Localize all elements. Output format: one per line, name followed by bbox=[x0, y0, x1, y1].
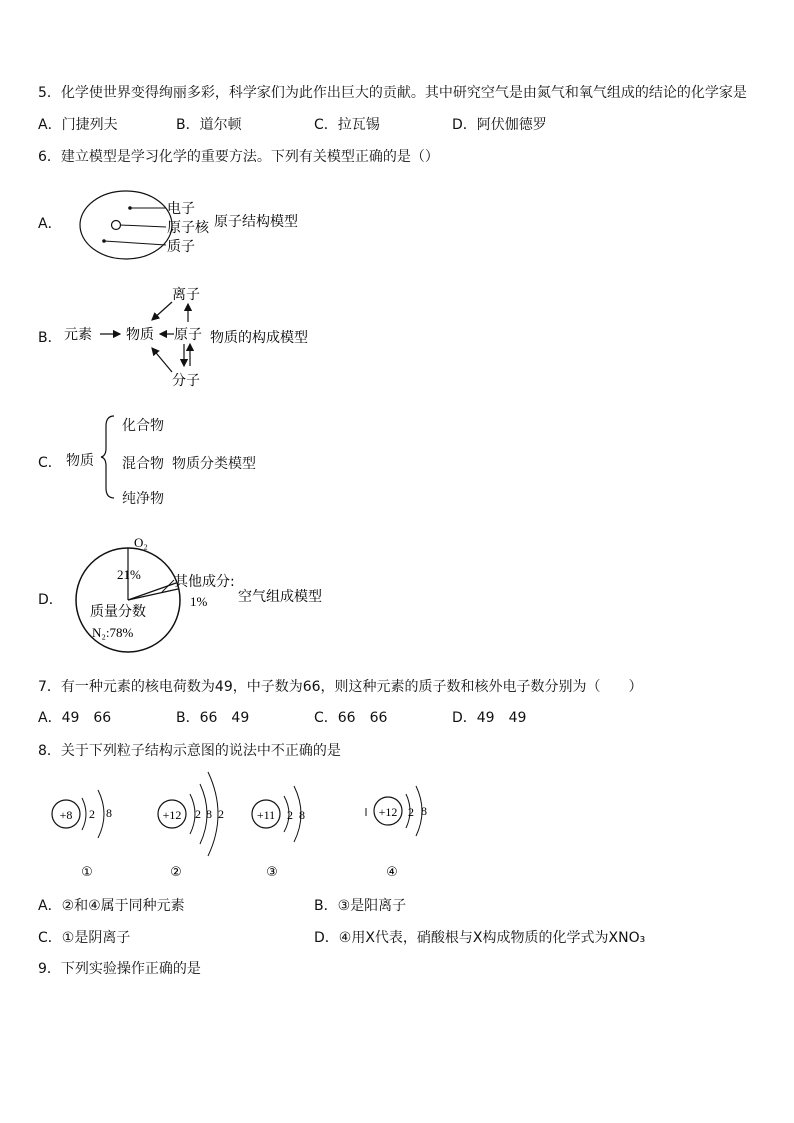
particle-4-nucleus: +12 bbox=[378, 805, 398, 819]
o2-label: O₂ bbox=[134, 535, 148, 550]
q5-option-b: B．道尔顿 bbox=[176, 117, 242, 133]
q5-option-d: D．阿伏伽德罗 bbox=[452, 117, 547, 133]
classification-root: 物质 bbox=[66, 453, 94, 469]
q7-stem: 7．有一种元素的核电荷数为49，中子数为66，则这种元素的质子数和核外电子数分别为（ ） bbox=[38, 679, 643, 695]
air-composition-pie bbox=[62, 534, 332, 654]
q6-a-letter: A． bbox=[38, 216, 62, 232]
q8-option-b: B．③是阳离子 bbox=[314, 898, 407, 914]
q8-option-a: A．②和④属于同种元素 bbox=[38, 898, 185, 914]
proton-label: 质子 bbox=[167, 239, 195, 255]
svg-text:2: 2 bbox=[408, 805, 414, 819]
svg-text:8: 8 bbox=[299, 808, 305, 822]
other-percent: 1% bbox=[190, 594, 208, 609]
q6-stem: 6．建立模型是学习化学的重要方法。下列有关模型正确的是（） bbox=[38, 149, 439, 165]
svg-text:2: 2 bbox=[89, 807, 95, 821]
svg-text:2: 2 bbox=[195, 807, 201, 821]
n2-label: N₂:78% bbox=[92, 625, 134, 640]
atom-structure-diagram bbox=[70, 190, 320, 260]
particle-structure-diagrams bbox=[40, 766, 460, 882]
svg-text:8: 8 bbox=[206, 807, 212, 821]
q6-b-letter: B． bbox=[38, 330, 62, 346]
svg-text:8: 8 bbox=[421, 804, 427, 818]
q8-option-d: D．④用X代表，硝酸根与X构成物质的化学式为XNO₃ bbox=[314, 930, 646, 946]
q6-d-caption: 空气组成模型 bbox=[238, 589, 322, 605]
q7-option-d: D．49 49 bbox=[452, 710, 527, 726]
mixture-label: 混合物 bbox=[122, 456, 164, 472]
particle-1-nucleus: +8 bbox=[59, 808, 73, 822]
q5-option-a: A．门捷列夫 bbox=[38, 117, 118, 133]
particle-1 bbox=[52, 790, 112, 880]
particle-3 bbox=[252, 786, 305, 880]
q6-c-letter: C． bbox=[38, 455, 62, 471]
q7-option-c: C．66 66 bbox=[314, 710, 388, 726]
electron-label: 电子 bbox=[167, 201, 195, 217]
brace-icon bbox=[100, 412, 120, 502]
molecule-label: 分子 bbox=[172, 373, 200, 389]
nucleus-label: 原子核 bbox=[167, 220, 209, 236]
particle-4-label: ④ bbox=[386, 865, 398, 880]
svg-text:8: 8 bbox=[106, 806, 112, 820]
particle-4 bbox=[366, 786, 427, 880]
q8-option-c: C．①是阴离子 bbox=[38, 930, 131, 946]
svg-text:2: 2 bbox=[218, 807, 224, 821]
q7-option-a: A．49 66 bbox=[38, 710, 112, 726]
q5-option-c: C．拉瓦锡 bbox=[314, 117, 380, 133]
q6-a-caption: 原子结构模型 bbox=[214, 214, 298, 230]
svg-text:2: 2 bbox=[287, 808, 293, 822]
q6-b-caption: 物质的构成模型 bbox=[210, 330, 308, 346]
element-label: 元素 bbox=[64, 327, 92, 343]
particle-1-label: ① bbox=[81, 865, 93, 880]
nucleus-circle bbox=[112, 221, 121, 230]
atom-label: 原子 bbox=[174, 327, 202, 343]
ion-label: 离子 bbox=[172, 287, 200, 303]
particle-2 bbox=[158, 772, 224, 880]
particle-3-nucleus: +11 bbox=[256, 808, 276, 822]
pure-substance-label: 纯净物 bbox=[122, 491, 164, 507]
q6-d-letter: D． bbox=[38, 592, 63, 608]
substance-label: 物质 bbox=[126, 327, 154, 343]
q5-stem: 5．化学使世界变得绚丽多彩，科学家们为此作出巨大的贡献。其中研究空气是由氮气和氧气组成的结论的化学家是 bbox=[38, 85, 747, 101]
q6-c-caption: 物质分类模型 bbox=[172, 456, 256, 472]
particle-2-label: ② bbox=[170, 865, 182, 880]
compound-label: 化合物 bbox=[122, 418, 164, 434]
pie-center-label: 质量分数 bbox=[90, 604, 146, 620]
particle-2-nucleus: +12 bbox=[162, 808, 182, 822]
particle-3-label: ③ bbox=[266, 865, 278, 880]
q8-stem: 8．关于下列粒子结构示意图的说法中不正确的是 bbox=[38, 743, 341, 759]
other-label: 其他成分: bbox=[174, 574, 235, 590]
q9-stem: 9．下列实验操作正确的是 bbox=[38, 961, 201, 977]
q7-option-b: B．66 49 bbox=[176, 710, 250, 726]
matter-composition-diagram bbox=[60, 282, 320, 392]
o2-percent: 21% bbox=[117, 567, 141, 582]
